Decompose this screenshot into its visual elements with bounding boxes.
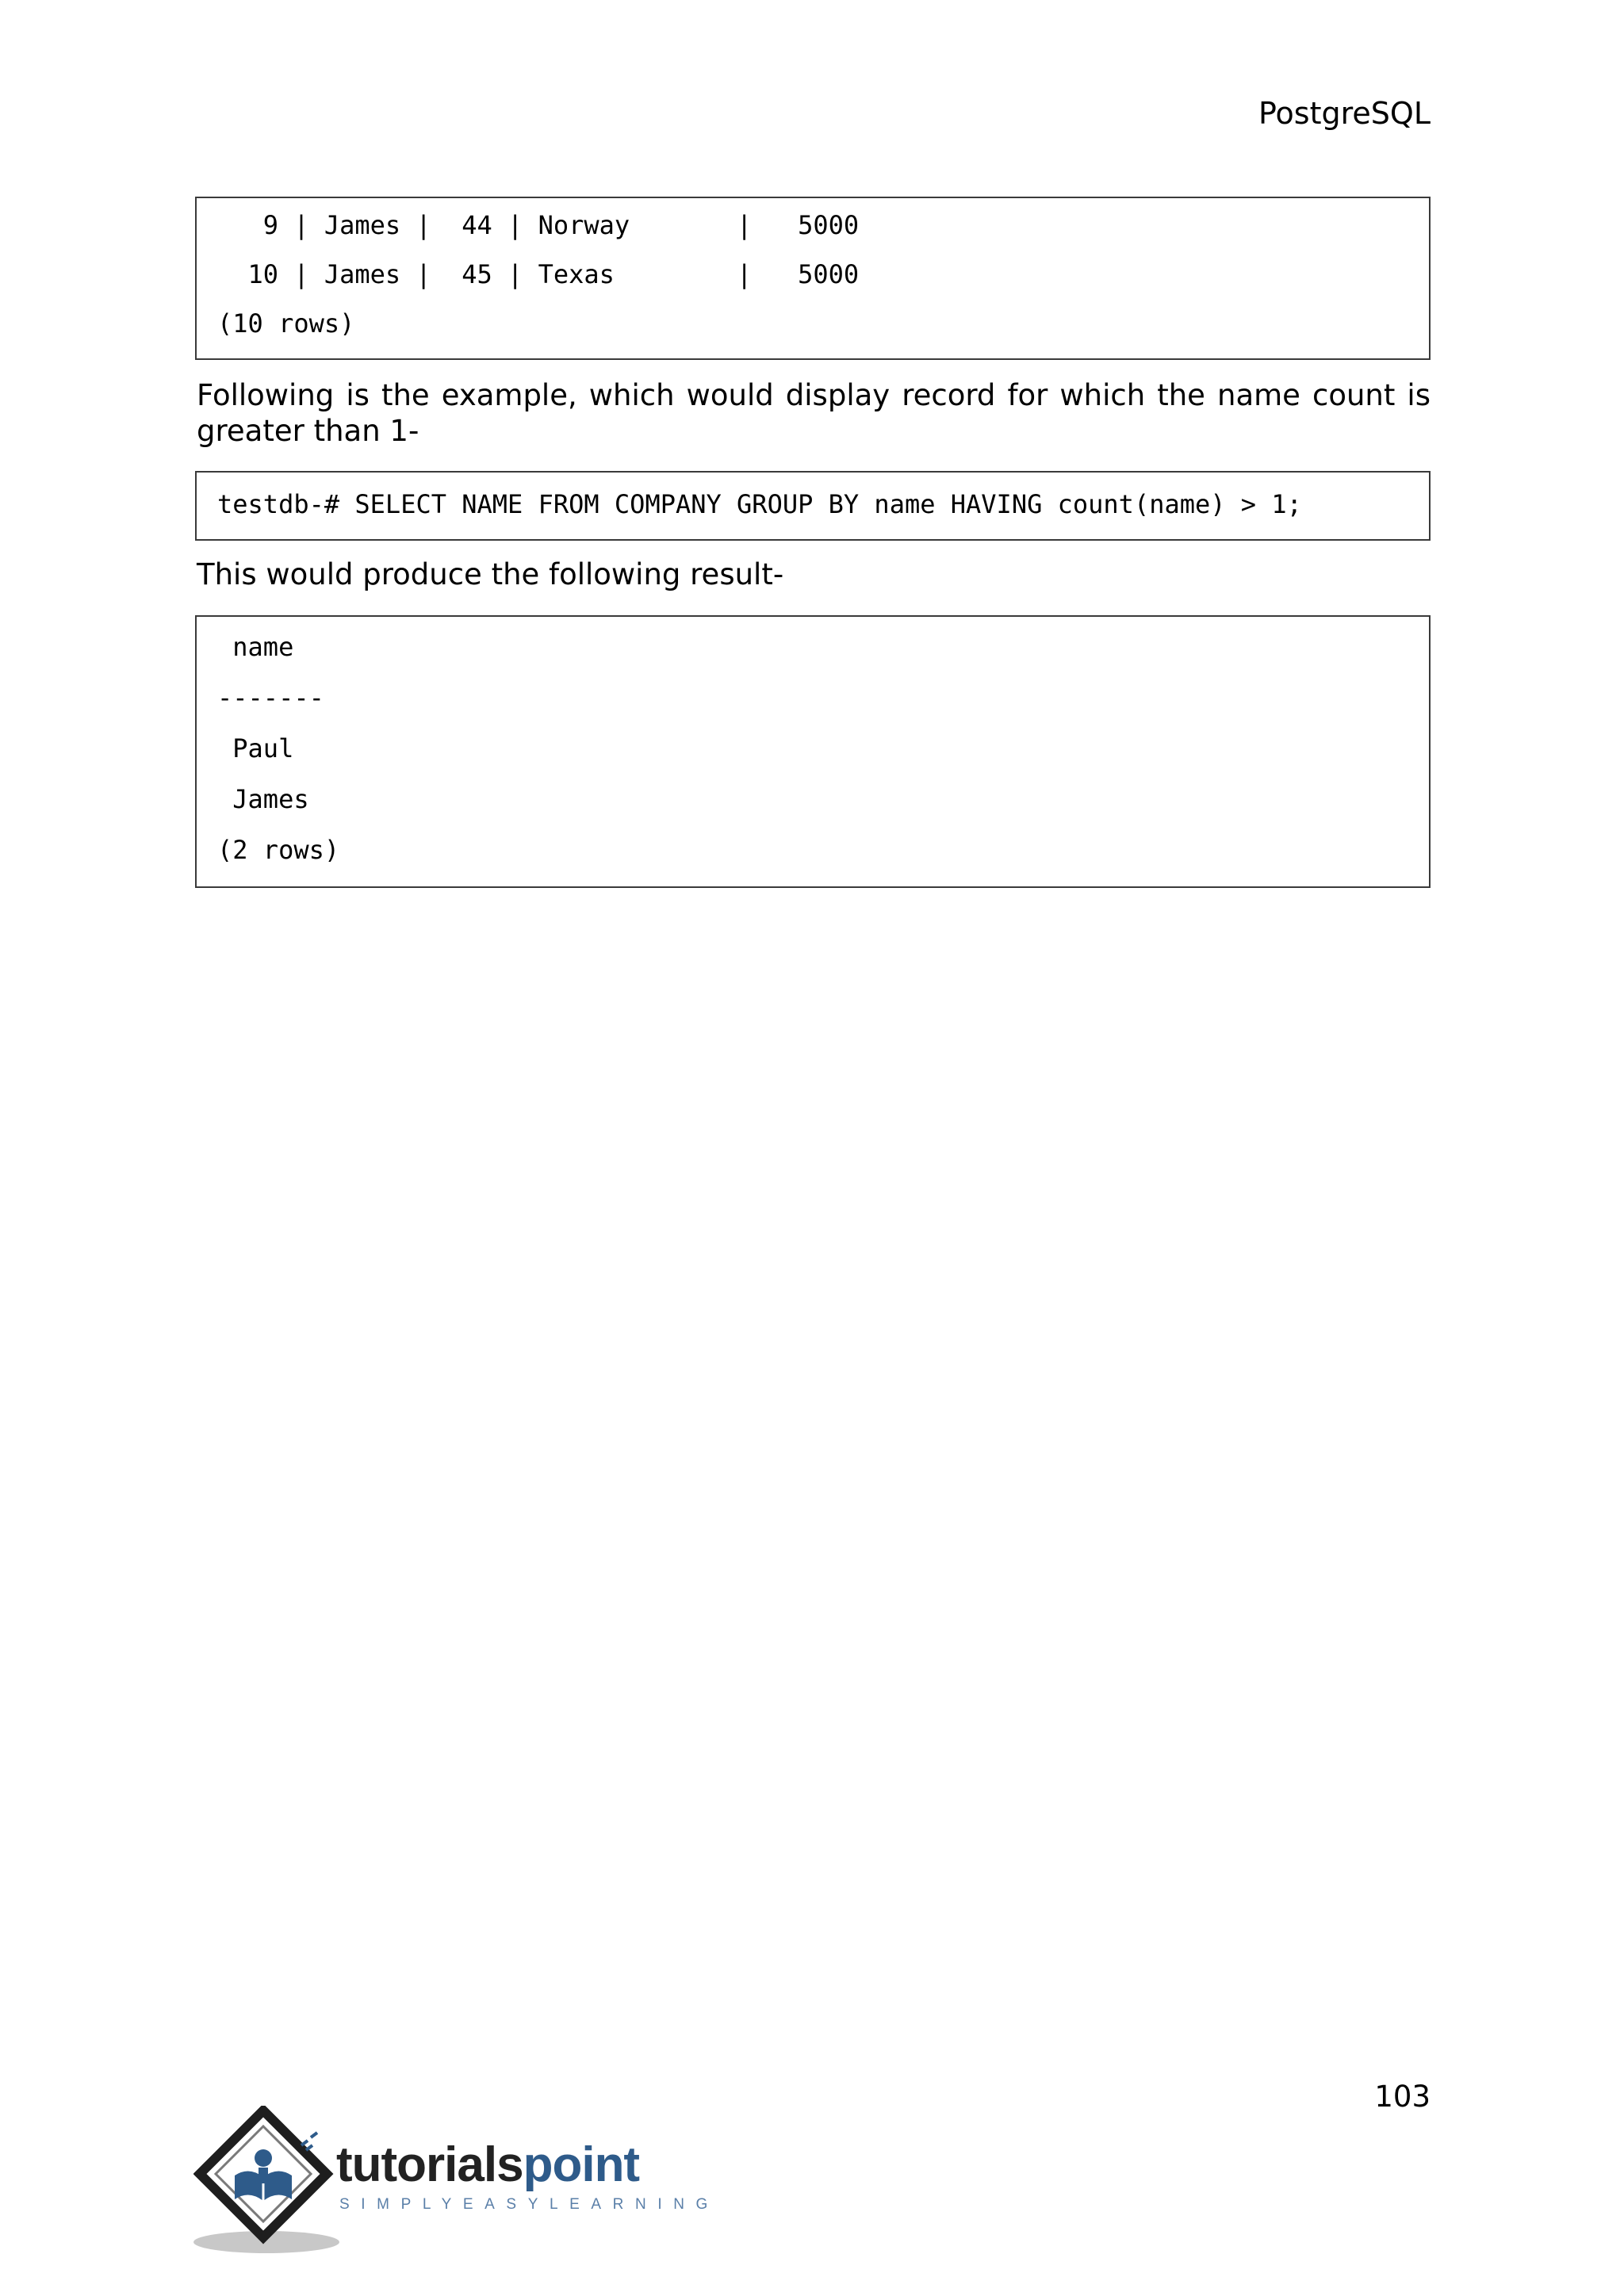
code-line: ------- [217,683,324,713]
code-block-query-output [195,197,1431,360]
code-line: Paul [217,733,294,763]
body-paragraph: Following is the example, which would display record for which the name count is greater than 1- [197,378,1431,448]
logo-wordmark [336,2137,639,2193]
body-paragraph: This would produce the following result- [197,557,784,591]
code-line: 10 | James | 45 | Texas | 5000 [217,259,860,289]
logo-word: tutorials [336,2137,523,2192]
page-number: 103 [1374,2080,1431,2114]
running-header: PostgreSQL [1258,96,1431,131]
code-line: 9 | James | 44 | Norway | 5000 [217,210,860,240]
code-block-sql-command [195,471,1431,541]
code-line: testdb-# SELECT NAME FROM COMPANY GROUP BY name HAVING count(name) > 1; [217,489,1302,519]
logo-tagline: SIMPLYEASYLEARNING [339,2196,719,2213]
footer-logo [193,2106,719,2256]
code-line: (2 rows) [217,835,340,865]
tutorialspoint-logo-icon [193,2106,344,2256]
logo-word: point [523,2137,640,2192]
code-block-result [195,615,1431,888]
code-line: name [217,632,294,662]
code-line: (10 rows) [217,308,355,339]
code-line: James [217,784,309,814]
